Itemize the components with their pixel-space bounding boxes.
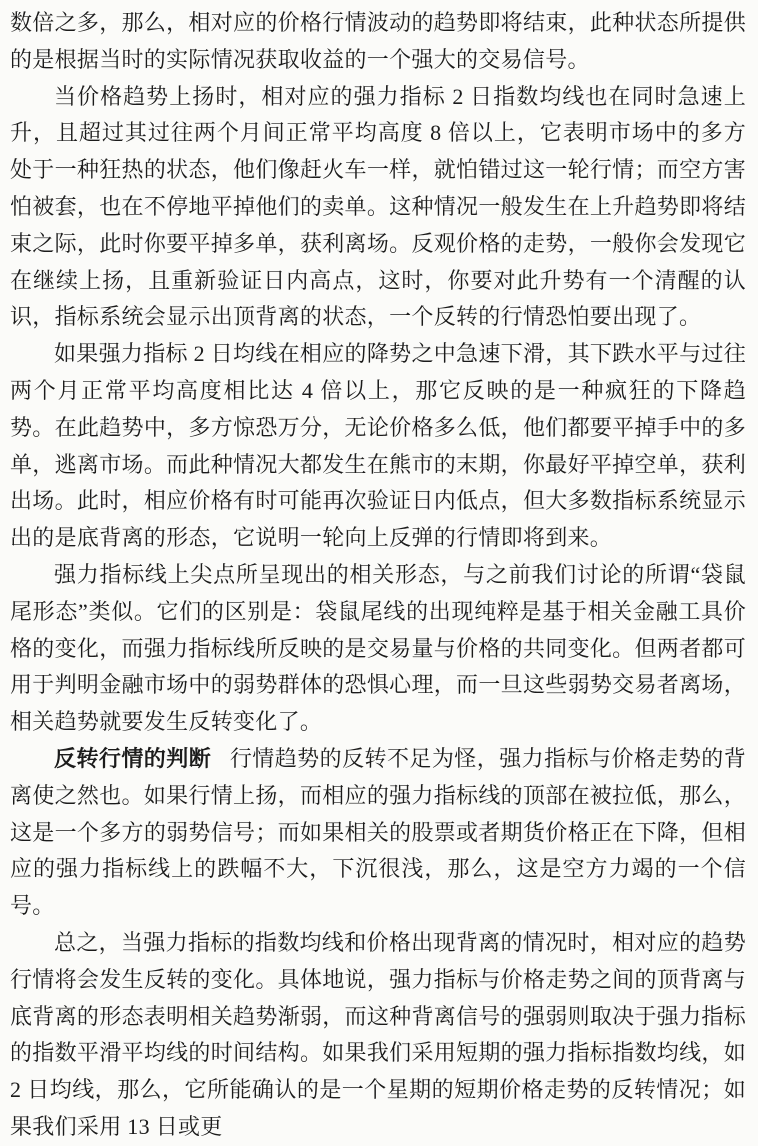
- paragraph-run-in-heading: 反转行情的判断: [54, 745, 212, 771]
- paragraph-downtrend-signal: 如果强力指标 2 日均线在相应的降势之中急速下滑，其下跌水平与过往两个月正常平均高度相比达 4 倍以上，那它反映的是一种疯狂的下降趋势。在此趋势中，多方惊恐万分，无论价格多么低，他们都要平掉手中的多单，逃离市场。而此种情况大都发生在熊市的末期，你最好平掉空单，获利出场。此时，相应价格有时可能再次验证日内低点，但大多数指标系统显示出的是底背离的形态，它说明一轮向上反弹的行情即将到来。: [10, 341, 746, 551]
- paragraph-uptrend-signal: 当价格趋势上扬时，相对应的强力指标 2 日指数均线也在同时急速上升，且超过其过往两个月间正常平均高度 8 倍以上，它表明市场中的多方处于一种狂热的状态，他们像赶火车一样，就怕错过这一轮行情；而空方害怕被套，也在不停地平掉他们的卖单。这种情况一般发生在上升趋势即将结束之际，此时你要平掉多单，获利离场。反观价格的走势，一般你会发现它在继续上扬，且重新验证日内高点，这时，你要对此升势有一个清醒的认识，指标系统会显示出顶背离的状态，一个反转的行情恐怕要出现了。: [10, 83, 746, 330]
- paragraph-kangaroo-tail-comparison: 强力指标线上尖点所呈现出的相关形态，与之前我们讨论的所谓“袋鼠尾形态”类似。它们的区别是：袋鼠尾线的出现纯粹是基于相关金融工具价格的变化，而强力指标线所反映的是交易量与价格的共同变化。但两者都可用于判明金融市场中的弱势群体的恐惧心理，而一旦这些弱势交易者离场，相关趋势就要发生反转变化了。: [10, 561, 746, 735]
- paragraph-reversal-judgement: [10, 741, 746, 925]
- paragraph-text: 行情趋势的反转不足为怪，强力指标与价格走势的背离使之然也。如果行情上扬，而相应的强力指标线的顶部在被拉低，那么，这是一个多方的弱势信号；而如果相关的股票或者期货价格正在下降，但相应的强力指标线上的跌幅不大，下沉很浅，那么，这是空方力竭的一个信号。: [10, 745, 746, 919]
- paragraph-continuation: 数倍之多，那么，相对应的价格行情波动的趋势即将结束，此种状态所提供的是根据当时的实际情况获取收益的一个强大的交易信号。: [10, 10, 746, 72]
- paragraph-summary: 总之，当强力指标的指数均线和价格出现背离的情况时，相对应的趋势行情将会发生反转的变化。具体地说，强力指标与价格走势之间的顶背离与底背离的形态表明相关趋势渐弱，而这种背离信号的强弱则取决于强力指标的指数平滑平均线的时间结构。如果我们采用短期的强力指标指数均线，如 2 日均线，那么，它所能确认的是一个星期的短期价格走势的反转情况；如果我们采用 13 日或更: [10, 929, 746, 1139]
